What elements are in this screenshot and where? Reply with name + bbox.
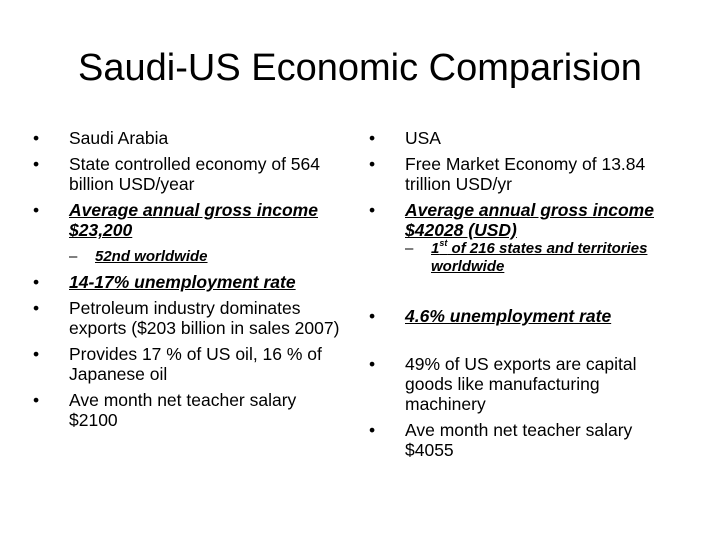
saudi-heading-text: Saudi Arabia	[69, 128, 169, 148]
saudi-unemployment-text: 14-17% unemployment rate	[69, 272, 296, 292]
usa-heading-text: USA	[405, 128, 441, 148]
usa-economy-text: Free Market Economy of 13.84 trillion USD/yr	[405, 154, 646, 194]
bullet-icon: •	[33, 344, 40, 364]
usa-salary-text: Ave month net teacher salary $4055	[405, 420, 633, 460]
usa-income-text: Average annual gross income $42028 (USD)	[405, 200, 654, 240]
usa-unemployment-text: 4.6% unemployment rate	[405, 306, 612, 326]
saudi-petroleum-item	[30, 298, 348, 338]
saudi-economy-item	[30, 154, 348, 194]
saudi-oil-text: Provides 17 % of US oil, 16 % of Japanese oil	[69, 344, 322, 384]
bullet-icon: •	[33, 154, 40, 174]
saudi-income-text: Average annual gross income $23,200	[69, 200, 318, 240]
usa-rank-rest: of 216 states and territories worldwide	[431, 240, 648, 275]
usa-exports-text: 49% of US exports are capital goods like manufacturing machinery	[405, 354, 637, 414]
usa-economy-item	[366, 154, 666, 194]
saudi-income-item	[30, 200, 348, 240]
bullet-icon: •	[369, 200, 376, 220]
dash-icon: –	[405, 240, 414, 257]
bullet-icon: •	[369, 420, 376, 440]
usa-rank-number: 1	[431, 240, 440, 257]
bullet-icon: •	[33, 272, 40, 292]
saudi-heading-item	[30, 128, 348, 148]
usa-income-item	[366, 200, 666, 240]
usa-column	[366, 128, 666, 460]
usa-rank-text	[431, 240, 647, 275]
bullet-icon: •	[33, 298, 40, 318]
saudi-unemployment-item	[30, 272, 348, 292]
bullet-icon: •	[369, 354, 376, 374]
saudi-economy-text: State controlled economy of 564 billion USD/year	[69, 154, 320, 194]
usa-exports-item	[366, 354, 666, 414]
saudi-rank-text: 52nd worldwide	[95, 248, 208, 265]
bullet-icon: •	[369, 154, 376, 174]
bullet-icon: •	[369, 128, 376, 148]
saudi-rank-item	[30, 248, 348, 266]
saudi-salary-item	[30, 390, 348, 430]
saudi-arabia-column	[30, 128, 348, 430]
slide-title: Saudi-US Economic Comparision	[78, 47, 642, 89]
bullet-icon: •	[33, 200, 40, 220]
usa-rank-item	[366, 240, 666, 276]
usa-heading-item	[366, 128, 666, 148]
saudi-salary-text: Ave month net teacher salary $2100	[69, 390, 297, 430]
bullet-icon: •	[33, 128, 40, 148]
bullet-icon: •	[369, 306, 376, 326]
usa-unemployment-item	[366, 306, 666, 326]
saudi-petroleum-text: Petroleum industry dominates exports ($203 billion in sales 2007)	[69, 298, 340, 338]
dash-icon: –	[69, 248, 78, 265]
bullet-icon: •	[33, 390, 40, 410]
usa-salary-item	[366, 420, 666, 460]
saudi-oil-item	[30, 344, 348, 384]
usa-rank-suffix: st	[439, 238, 448, 248]
